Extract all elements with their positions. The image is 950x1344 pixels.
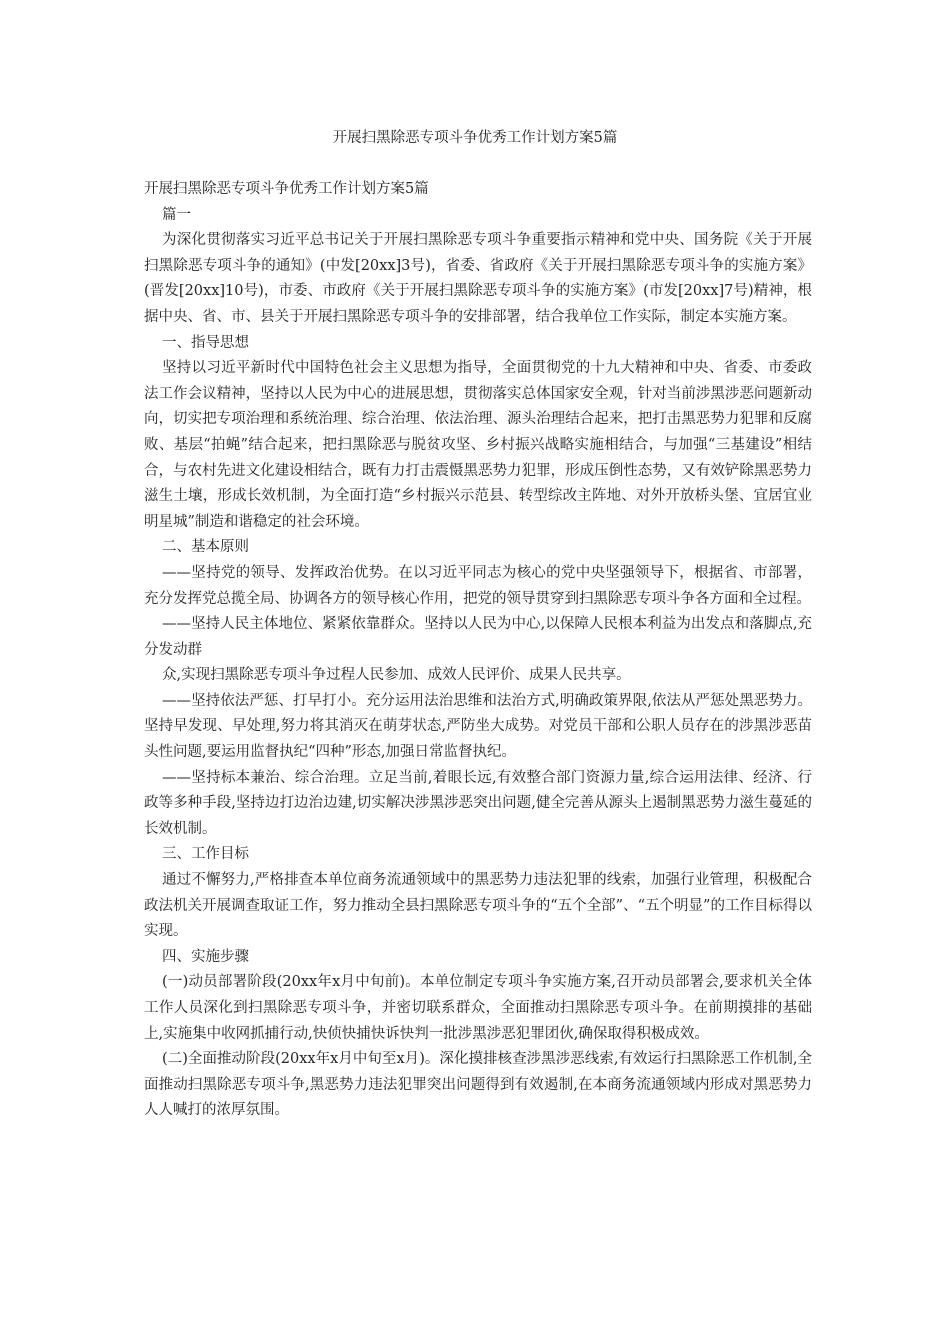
section-heading-implementation-steps: 四、实施步骤: [162, 948, 249, 965]
document-title: 开展扫黑除恶专项斗争优秀工作计划方案5篇: [332, 130, 618, 146]
principle-paragraph-2: ——坚持人民主体地位、紧紧依靠群众。坚持以人民为中心,以保障人民根本利益为出发点和落脚点,充分发动群: [144, 616, 812, 658]
step-paragraph-1: (一)动员部署阶段(20xx年x月中旬前)。本单位制定专项斗争实施方案,召开动员部署会,要求机关全体工作人员深化到扫黑除恶专项斗争，并密切联系群众，全面推动扫黑除恶专项斗争。在前期摸排的基础上,实施集中收网抓捕行动,快侦快捕快诉快判一批涉黑涉恶犯罪团伙,确保取得积极成效。: [144, 974, 812, 1042]
step-paragraph-2: (二)全面推动阶段(20xx年x月中旬至x月)。深化摸排核查涉黑涉恶线索,有效运行扫黑除恶工作机制,全面推动扫黑除恶专项斗争,黑恶势力违法犯罪突出问题得到有效遏制,在本商务流通领域内形成对黑恶势力人人喊打的浓厚氛围。: [144, 1051, 812, 1119]
intro-paragraph: 为深化贯彻落实习近平总书记关于开展扫黑除恶专项斗争重要指示精神和党中央、国务院《关于开展扫黑除恶专项斗争的通知》(中发[20xx]3号)，省委、省政府《关于开展扫黑除恶专项斗争的实施方案》(晋发[20xx]10号)，市委、市政府《关于开展扫黑除恶专项斗争的实施方案》(市发[20xx]7号)精神，根据中央、省、市、县关于开展扫黑除恶专项斗争的安排部署，结合我单位工作实际，制定本实施方案。: [144, 232, 812, 325]
section-heading-basic-principles: 二、基本原则: [162, 539, 249, 556]
document-subtitle: 开展扫黑除恶专项斗争优秀工作计划方案5篇: [144, 181, 429, 197]
principle-paragraph-2-continued: 众,实现扫黑除恶专项斗争过程人民参加、成效人民评价、成果人民共享。: [162, 667, 631, 684]
section-heading-work-goals: 三、工作目标: [162, 846, 249, 863]
document-body: [144, 177, 812, 1124]
principle-paragraph-1: ——坚持党的领导、发挥政治优势。在以习近平同志为核心的党中央坚强领导下，根据省、市部署，充分发挥党总揽全局、协调各方的领导核心作用，把党的领导贯穿到扫黑除恶专项斗争各方面和全过程。: [144, 564, 812, 607]
principle-paragraph-4: ——坚持标本兼治、综合治理。立足当前,着眼长远,有效整合部门资源力量,综合运用法律、经济、行政等多种手段,坚持边打边治边建,切实解决涉黑涉恶突出问题,健全完善从源头上遏制黑恶势力滋生蔓延的长效机制。: [144, 769, 812, 837]
work-goals-paragraph: 通过不懈努力,严格排查本单位商务流通领域中的黑恶势力违法犯罪的线索，加强行业管理，积极配合政法机关开展调查取证工作，努力推动全县扫黑除恶专项斗争的“五个全部”、“五个明显”的工作目标得以实现。: [144, 872, 812, 940]
section-heading-guiding-ideology: 一、指导思想: [162, 334, 249, 351]
part-label: 篇一: [162, 206, 191, 223]
principle-paragraph-3: ——坚持依法严惩、打早打小。充分运用法治思维和法治方式,明确政策界限,依法从严惩处黑恶势力。坚持早发现、早处理,努力将其消灭在萌芽状态,严防坐大成势。对党员干部和公职人员存在的涉黑涉恶苗头性问题,要运用监督执纪“四种”形态,加强日常监督执纪。: [144, 692, 812, 761]
guiding-ideology-paragraph: 坚持以习近平新时代中国特色社会主义思想为指导，全面贯彻党的十九大精神和中央、省委、市委政法工作会议精神，坚持以人民为中心的进展思想，贯彻落实总体国家安全观，针对当前涉黑涉恶问题新动向，切实把专项治理和系统治理、综合治理、依法治理、源头治理结合起来，把打击黑恶势力犯罪和反腐败、基层“拍蝇”结合起来，把扫黑除恶与脱贫攻坚、乡村振兴战略实施相结合，与加强“三基建设”相结合，与农村先进文化建设相结合，既有力打击震慑黑恶势力犯罪，形成压倒性态势，又有效铲除黑恶势力滋生土壤，形成长效机制，为全面打造“乡村振兴示范县、转型综改主阵地、对外开放桥头堡、宜居宜业明星城”制造和谐稳定的社会环境。: [144, 360, 812, 530]
